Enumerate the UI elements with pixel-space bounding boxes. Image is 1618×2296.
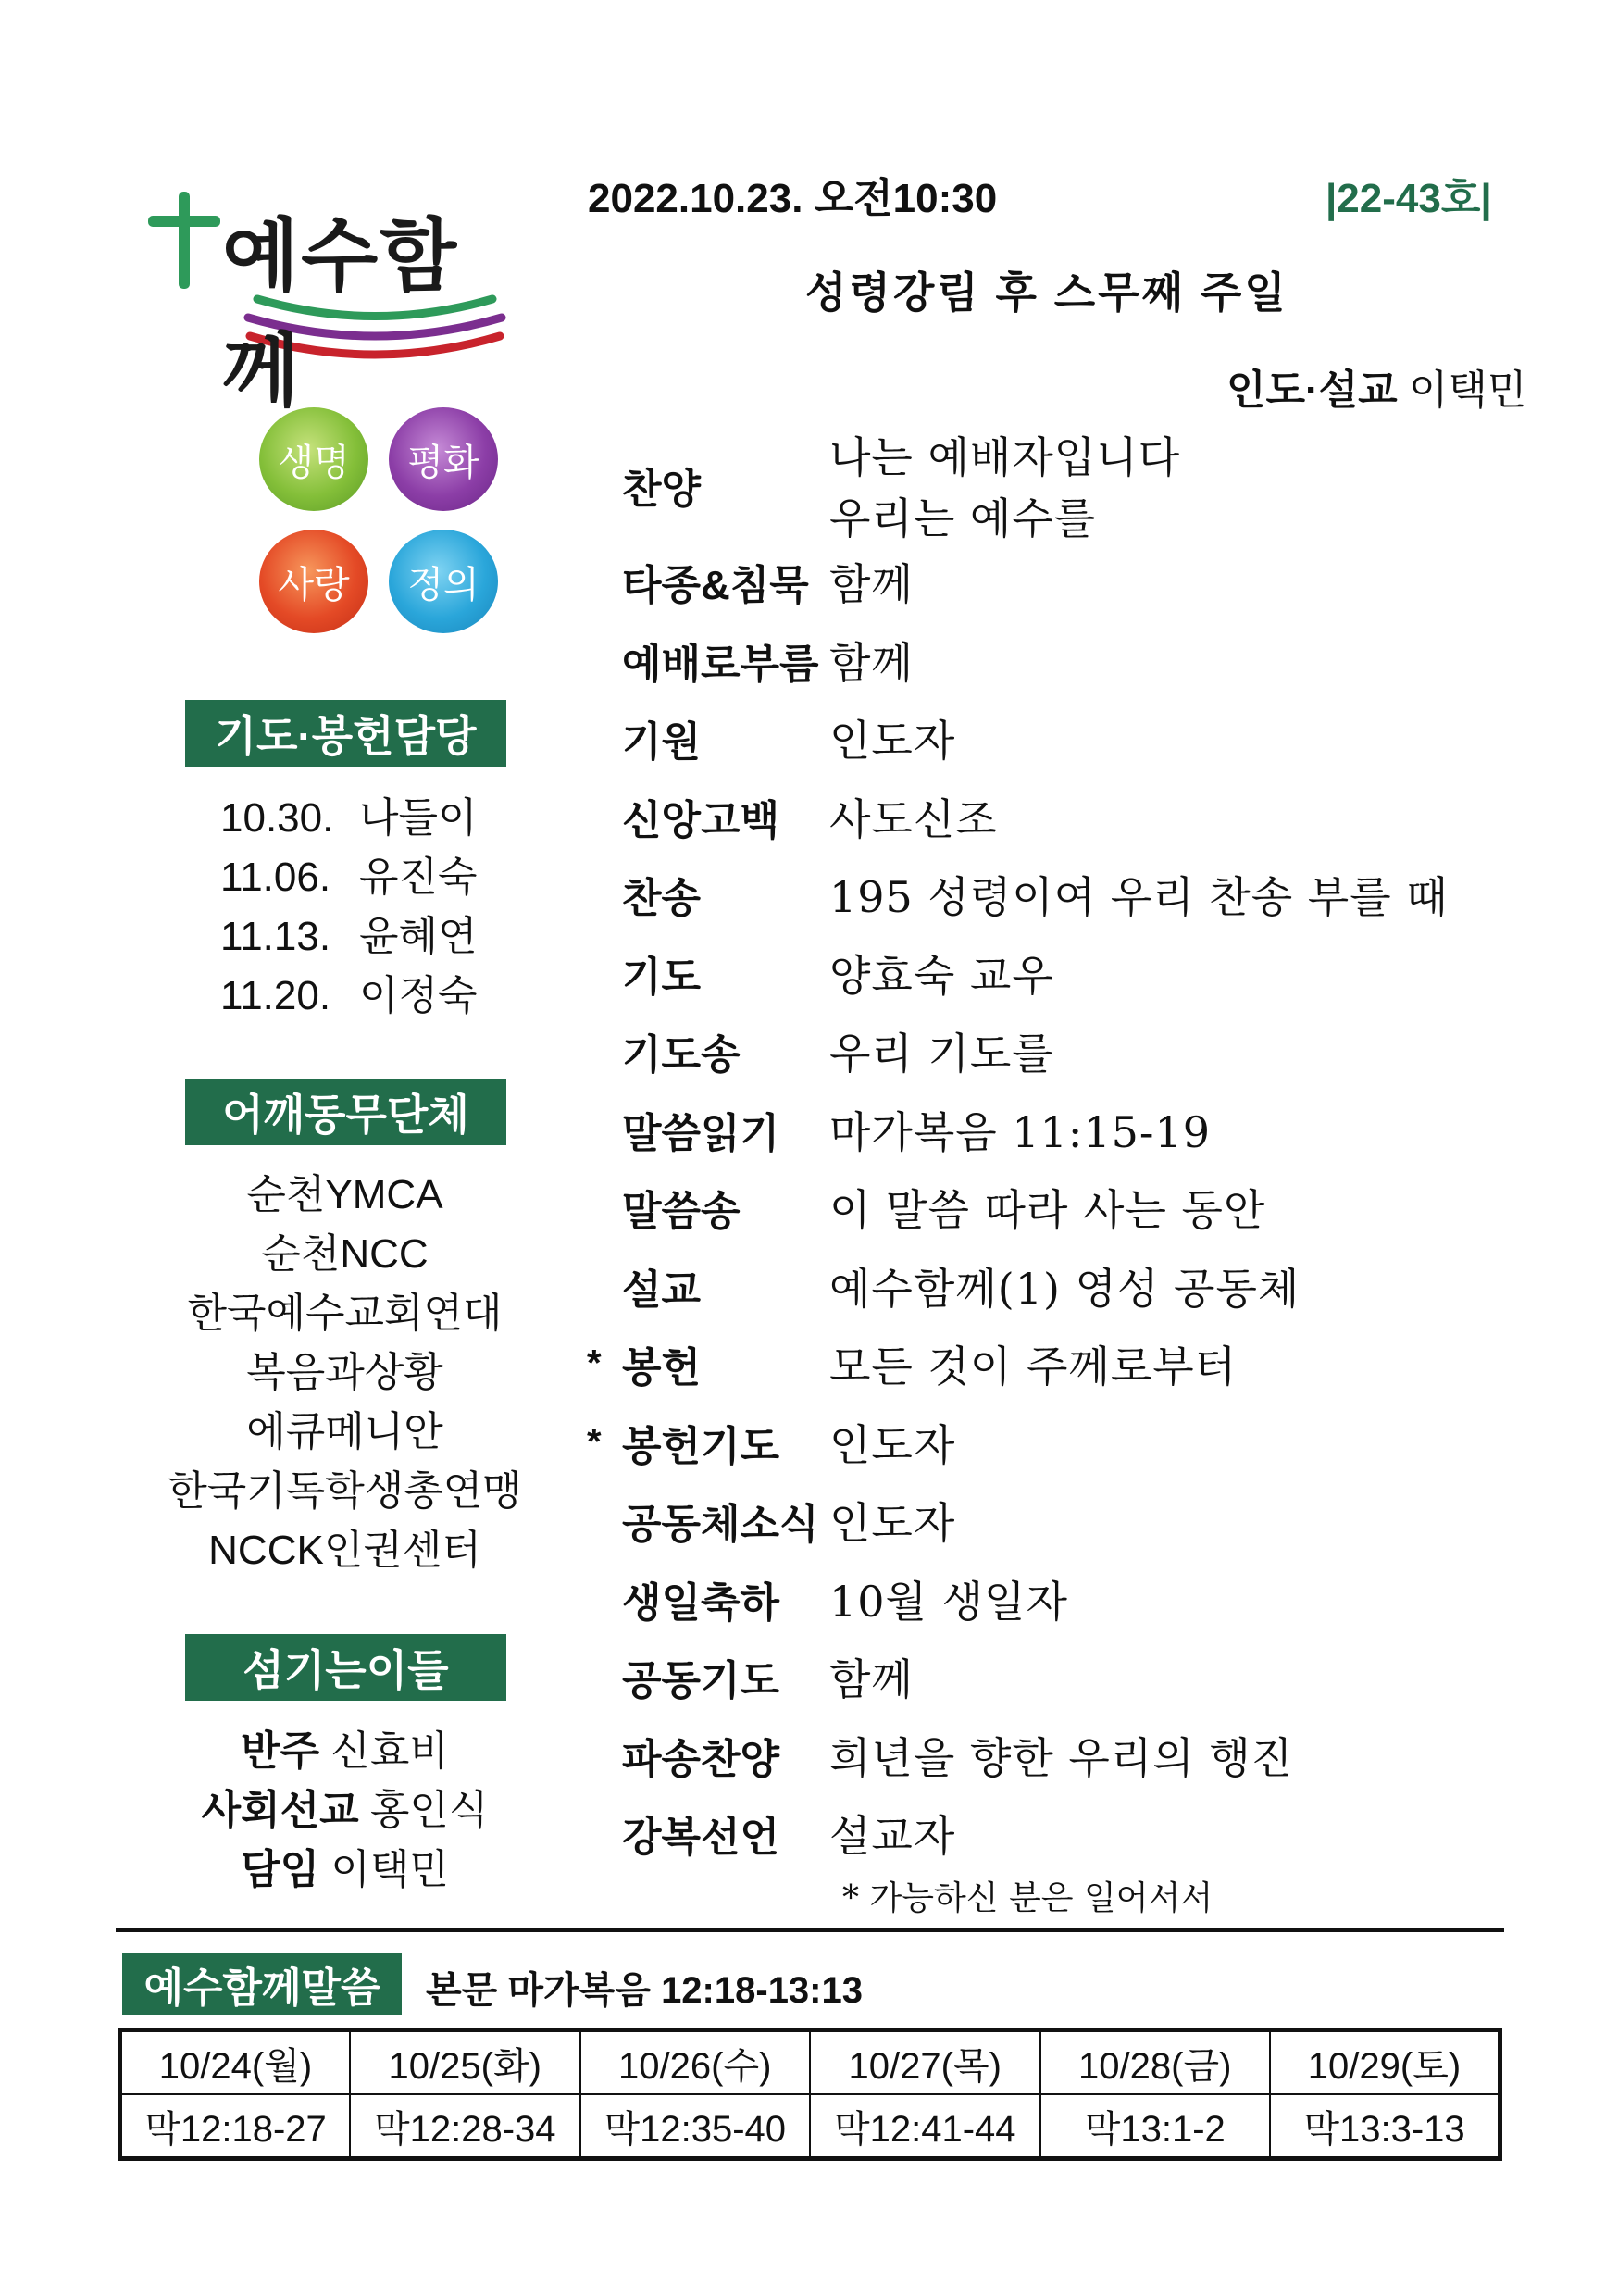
values-circles <box>250 407 528 648</box>
list-item: 에큐메니안 <box>246 1409 443 1454</box>
bible-title: 예수함께말씀 <box>122 1953 402 2015</box>
circle-justice: 정의 <box>389 530 498 633</box>
order-row: 파송찬양 희년을 향한 우리의 행진 <box>622 1732 1294 1783</box>
circle-love: 사랑 <box>259 530 368 633</box>
order-row: 말씀읽기 마가복음 11:15-19 <box>622 1106 1212 1157</box>
order-row: 찬송 195 성령이여 우리 찬송 부를 때 <box>622 872 1449 923</box>
church-logo <box>148 181 537 418</box>
list-item: 사회선교 홍인식 <box>201 1788 489 1833</box>
reading-cell: 막13:1-2 <box>1040 2094 1271 2159</box>
order-row: 기도송 우리 기도를 <box>622 1029 1054 1079</box>
servers-title: 섬기는이들 <box>185 1634 506 1701</box>
preacher <box>1226 356 1526 416</box>
issue-number: |22-43호| <box>1326 176 1492 221</box>
readings-table <box>118 2028 1502 2161</box>
order-row: 신앙고백 사도신조 <box>622 793 998 844</box>
divider <box>116 1928 1504 1932</box>
order-of-worship <box>583 428 1518 1873</box>
partners-title: 어깨동무단체 <box>185 1079 506 1145</box>
prayer-title: 기도·봉헌담당 <box>185 700 506 767</box>
order-row: 생일축하 10월 생일자 <box>622 1576 1068 1627</box>
reading-cell: 막12:18-27 <box>120 2094 351 2159</box>
reading-cell: 막12:35-40 <box>580 2094 811 2159</box>
order-row: 강복선언 설교자 <box>622 1811 956 1862</box>
day-cell: 10/29(토) <box>1270 2030 1500 2095</box>
sunday-title: 성령강림 후 스무째 주일 <box>805 268 1288 317</box>
list-item: 한국기독학생총연맹 <box>168 1468 522 1514</box>
reading-cell: 막13:3-13 <box>1270 2094 1500 2159</box>
logo-title: 예수함께 <box>222 210 459 418</box>
service-date: 2022.10.23. 오전10:30 <box>588 176 998 221</box>
order-row: 공동기도 함께 <box>622 1654 914 1705</box>
list-item: 반주 신효비 <box>241 1728 449 1774</box>
list-item: 한국예수교회연대 <box>187 1291 503 1336</box>
day-cell: 10/26(수) <box>580 2030 811 2095</box>
list-item: 11.20. 이정숙 <box>220 973 478 1018</box>
preacher-label: 인도·설교 <box>1226 368 1398 413</box>
day-cell: 10/28(금) <box>1040 2030 1271 2095</box>
circle-life: 생명 <box>259 407 368 511</box>
order-row: 말씀송 이 말씀 따라 사는 동안 <box>622 1185 1266 1236</box>
day-cell: 10/27(목) <box>810 2030 1040 2095</box>
list-item: 순천NCC <box>261 1231 429 1277</box>
list-item: 담임 이택민 <box>241 1847 449 1892</box>
servers-list <box>139 1722 551 1900</box>
list-item: 11.06. 유진숙 <box>220 855 478 900</box>
reading-cell: 막12:41-44 <box>810 2094 1040 2159</box>
order-row: * 봉헌 모든 것이 주께로부터 <box>587 1341 1238 1392</box>
partners-list <box>139 1166 551 1580</box>
order-row: 공동체소식 인도자 <box>622 1498 956 1549</box>
order-row: 타종&침묵 함께 <box>622 559 914 610</box>
standing-note: * 가능하신 분은 일어서서 <box>842 1879 1214 1917</box>
order-row: * 봉헌기도 인도자 <box>587 1419 956 1470</box>
table-row <box>120 2094 1500 2159</box>
list-item: NCCK인권센터 <box>208 1528 481 1573</box>
day-cell: 10/25(화) <box>350 2030 580 2095</box>
list-item: 복음과상황 <box>246 1350 443 1395</box>
order-row: 기도 양효숙 교우 <box>622 950 1054 1001</box>
reading-cell: 막12:28-34 <box>350 2094 580 2159</box>
preacher-name: 이택민 <box>1408 368 1527 413</box>
order-row: 설교 예수함께(1) 영성 공동체 <box>622 1263 1301 1314</box>
list-item: 11.13. 윤혜연 <box>220 914 478 959</box>
order-row: 찬양 나는 예배자입니다 우리는 예수를 <box>622 432 1181 543</box>
day-cell: 10/24(월) <box>120 2030 351 2095</box>
bible-text: 본문 마가복음 12:18-13:13 <box>426 1970 863 2011</box>
list-item: 10.30. 나들이 <box>220 795 478 841</box>
order-row: 예배로부름 함께 <box>622 637 914 688</box>
table-row <box>120 2030 1500 2095</box>
order-row: 기원 인도자 <box>622 716 956 767</box>
list-item: 순천YMCA <box>246 1172 443 1217</box>
circle-peace: 평화 <box>389 407 498 511</box>
prayer-list <box>139 789 551 1026</box>
